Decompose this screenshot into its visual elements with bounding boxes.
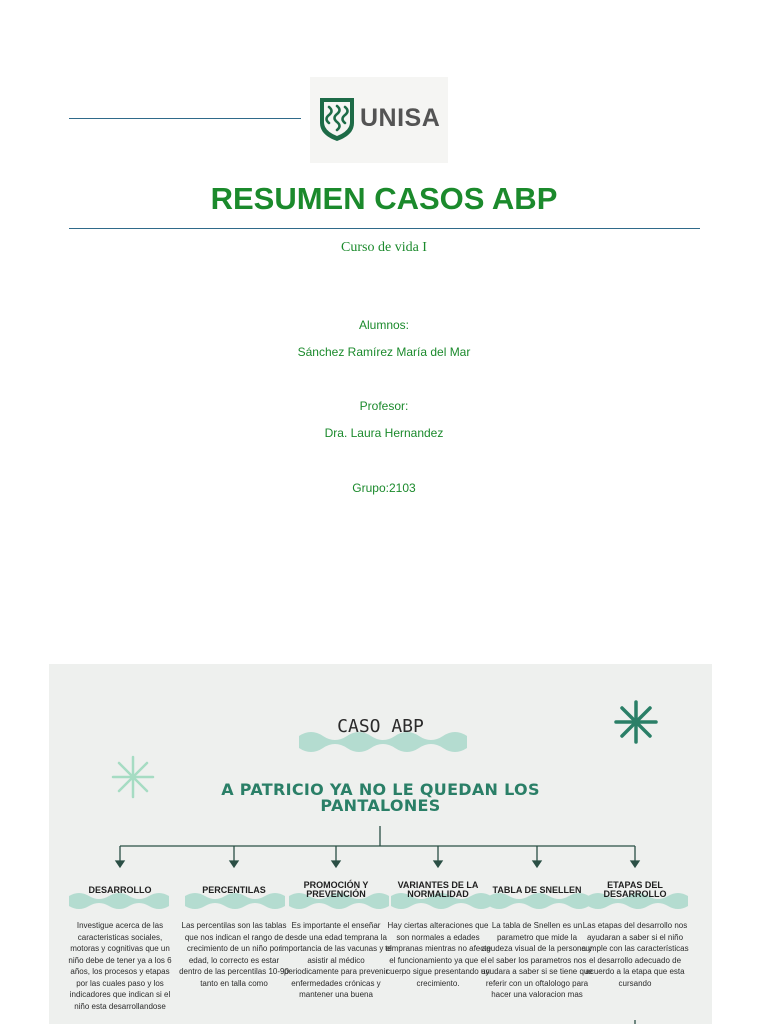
column-heading: VARIANTES DE LA NORMALIDAD bbox=[397, 880, 479, 899]
poster-label: CASO ABP bbox=[337, 716, 424, 737]
column-heading: TABLA DE SNELLEN bbox=[492, 885, 582, 895]
student-name: Sánchez Ramírez María del Mar bbox=[297, 345, 471, 359]
column-heading: ETAPAS DEL DESARROLLO bbox=[603, 880, 667, 899]
professor-label: Profesor: bbox=[359, 399, 409, 413]
column-heading: DESARROLLO bbox=[88, 885, 152, 895]
poster-title: A PATRICIO YA NO LE QUEDAN LOS PANTALONES bbox=[221, 780, 540, 815]
column-heading: PERCENTILAS bbox=[202, 885, 266, 895]
case-poster bbox=[49, 664, 712, 1024]
column-body: La tabla de Snellen es un parametro que mide la agudeza visual de la persona y el saber los parametros nos ayudara a saber si se tiene que referir con un oftalologo para hacer una valoracion mas bbox=[481, 921, 593, 999]
column-body: Hay ciertas alteraciones que son normales a edades tempranas mientras no afecte el funcionamiento ya que el cuerpo sigue presentando un crecimiento. bbox=[385, 921, 491, 988]
group-text: Grupo:2103 bbox=[352, 481, 416, 495]
column-body: Las percentilas son las tablas que nos indican el rango de crecimiento de un niño por edad, lo correcto es estar dentro de las percentilas 10-90 tanto en talla como bbox=[179, 921, 289, 988]
logo-text: UNISA bbox=[360, 104, 441, 132]
column-heading: PROMOCIÓN Y PREVENCIÓN bbox=[303, 880, 369, 899]
shield-icon bbox=[317, 95, 357, 143]
header-rule-left bbox=[69, 118, 301, 119]
professor-name: Dra. Laura Hernandez bbox=[324, 426, 444, 440]
column-body: Investigue acerca de las caracteristicas sociales, motoras y cognitivas que un niño debe de tener ya a los 6 años, los procesos y etapas por las cuales paso y los indicadores que indican si el niño esta desarrollandose bbox=[68, 921, 172, 1011]
column-body: Las etapas del desarrollo nos ayudaran a saber si el niño cumple con las características el desarrollo adecuado de acuerdo a la etapa que esta cursando bbox=[581, 921, 689, 988]
course-subtitle: Curso de vida I bbox=[341, 240, 427, 255]
star-icon bbox=[113, 757, 153, 797]
students-label: Alumnos: bbox=[358, 318, 410, 332]
document-title: RESUMEN CASOS ABP bbox=[210, 181, 558, 216]
title-underline bbox=[69, 228, 700, 229]
column-body: Es importante el enseñar desde una edad temprana la importancia de las vacunas y el asistir al médico periodicamente para prevenir enfermedades crónicas y mantener una buena bbox=[280, 921, 392, 999]
